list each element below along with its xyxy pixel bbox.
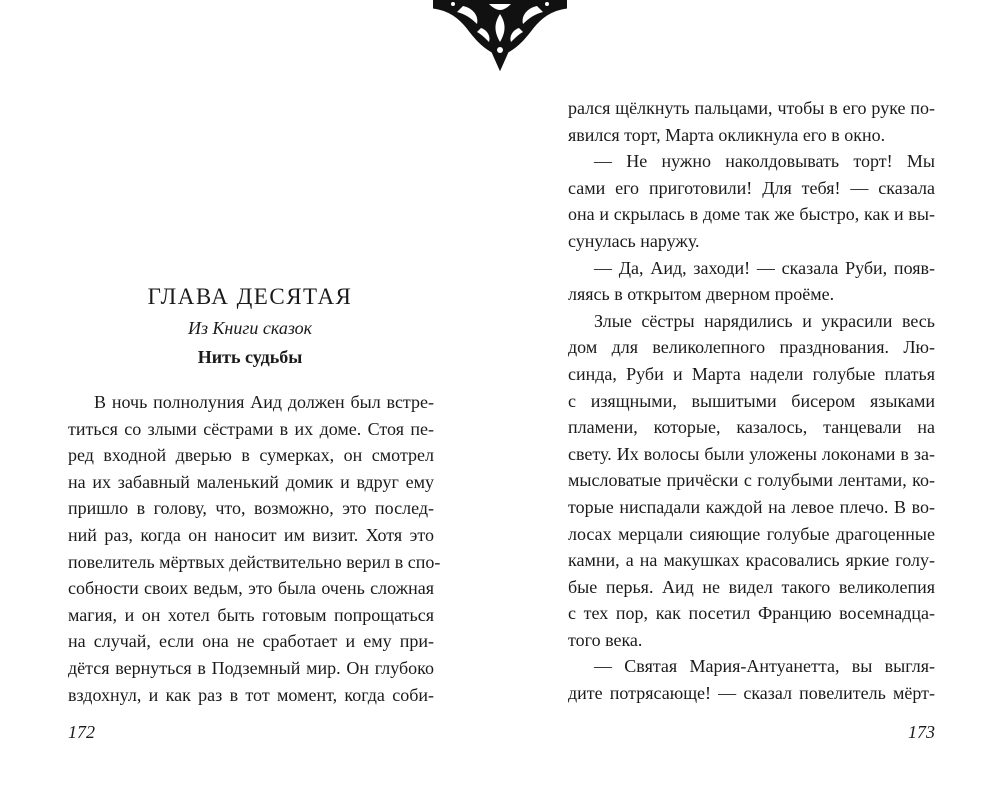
page-number: 172 [68,722,95,742]
text-line: собности своих ведьм, это была очень сложная [68,578,434,599]
text-line: — Святая Мария-Антуанетта, вы выгля- [594,656,935,677]
text-line: явился торт, Марта окликнула его в окно. [568,124,886,145]
text-line: дётся вернуться в Подземный мир. Он глубоко [68,657,434,678]
text-line: она и скрылась в доме так же быстро, как и вы- [568,204,935,225]
text-line: вздохнул, и как раз в тот момент, когда соби- [68,684,434,705]
text-line: дите потрясающе! — сказал повелитель мёрт- [568,683,935,704]
text-line: торые ниспадали каждой на левое плечо. В во- [568,496,935,517]
text-line: на случай, если она не сработает и ему при- [68,631,434,652]
text-line: пришло в голову, что, возможно, это послед- [68,498,434,519]
text-line: бые перья. Аид не видел такого великолепия [568,576,935,597]
chapter-heading [68,282,432,372]
text-line: Злые сёстры нарядились и украсили весь [594,310,935,331]
text-line: повелитель мёртвых действительно верил в спо- [68,551,441,572]
text-line: на их забавный маленький домик и вдруг ему [68,471,434,492]
text-line: магия, и он хотел быть готовым попрощаться [68,604,434,625]
text-line: камни, а на макушках красовались яркие голу- [568,550,935,571]
text-line: ред входной дверью в сумерках, он смотрел [68,445,434,466]
text-line: синда, Руби и Марта надели голубые платья [568,363,935,384]
text-line: с изящными, вышитыми бисером языками [568,390,935,411]
left-body-text [68,389,441,708]
text-line: пламени, которые, казалось, танцевали на [568,417,935,438]
text-line: дом для великолепного празднования. Лю- [568,337,935,358]
text-line: свету. Их волосы были уложены локонами в за- [568,443,935,464]
story-title: Нить судьбы [197,347,303,367]
text-line: ляясь в открытом дверном проёме. [568,284,835,305]
text-line: сами его приготовили! Для тебя! — сказала [568,177,935,198]
text-line: — Да, Аид, заходи! — сказала Руби, появ- [594,257,935,278]
text-line: — Не нужно наколдовывать торт! Мы [594,151,935,172]
page-number: 173 [908,722,935,742]
text-line: того века. [568,629,643,650]
text-line: рался щёлкнуть пальцами, чтобы в его руке по- [568,98,935,118]
right-body-text [568,95,935,707]
chapter-subtitle: Из Книги сказок [187,318,313,338]
text-line: лосах мерцали сияющие голубые драгоценные [568,523,935,544]
text-line: мысловатые причёски с голубыми лентами, ко- [568,470,935,491]
text-line: с тех пор, как посетил Францию восемнадца- [568,603,935,624]
text-line: титься со злыми сёстрами в их доме. Стоя пе- [68,418,434,439]
text-line: сунулась наружу. [568,230,700,251]
text-line: В ночь полнолуния Аид должен был встре- [94,392,434,412]
text-line: ний раз, когда он наносит им визит. Хотя это [68,524,434,545]
chapter-title: ГЛАВА ДЕСЯТАЯ [147,284,353,309]
